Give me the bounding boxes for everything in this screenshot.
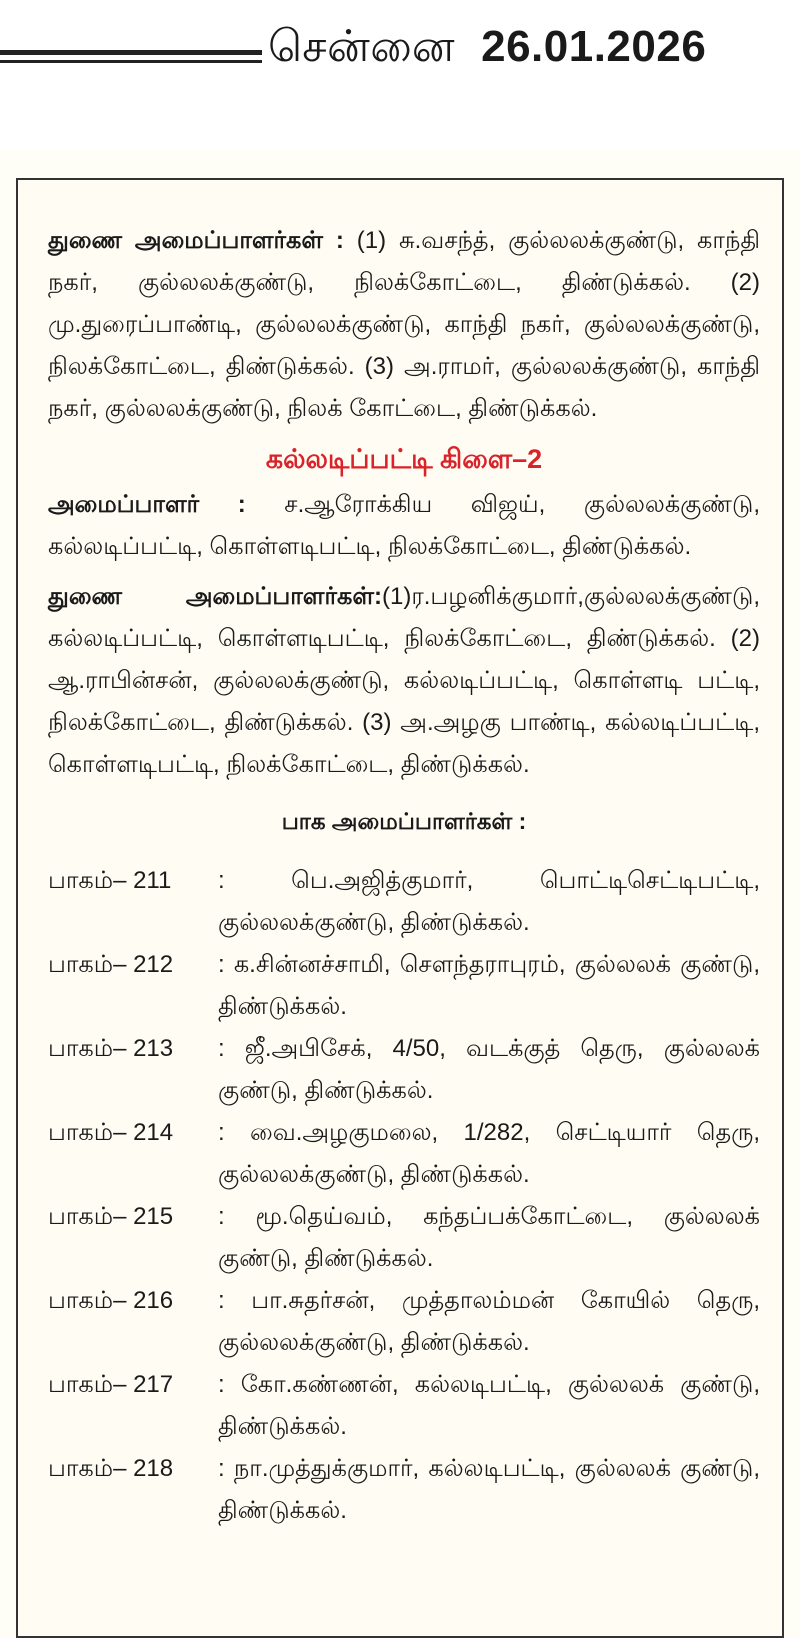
branch-heading: கல்லடிப்பட்டி கிளை–2 [265, 444, 543, 474]
part-number: பாகம்– 214 [48, 1119, 174, 1146]
part-organizer: : வை.அழகுமலை, 1/282, செட்டியார் தெரு, குல்லலக்குண்டு, திண்டுக்கல். [218, 1119, 760, 1188]
list-item [48, 1364, 760, 1448]
masthead-bar [0, 0, 800, 150]
section-heading: பாக அமைப்பாளர்கள் : [281, 808, 527, 834]
part-organizer: : ஜீ.அபிசேக், 4/50, வடக்குத் தெரு, குல்லலக் குண்டு, திண்டுக்கல். [218, 1035, 760, 1104]
part-organizer: : கோ.கண்ணன், கல்லடிபட்டி, குல்லலக் குண்டு, திண்டுக்கல். [218, 1371, 760, 1440]
list-item [48, 944, 760, 1028]
organizer-label: அமைப்பாளர் : [48, 491, 246, 518]
list-item [48, 1028, 760, 1112]
list-item [48, 1112, 760, 1196]
part-number: பாகம்– 211 [48, 867, 172, 894]
part-number: பாகம்– 218 [48, 1455, 174, 1482]
organizer-paragraph [48, 484, 760, 568]
part-number: பாகம்– 216 [48, 1287, 174, 1314]
part-number: பாகம்– 215 [48, 1203, 174, 1230]
intro-paragraph [48, 220, 760, 430]
deputy-paragraph [48, 576, 760, 786]
deputy-label: துணை அமைப்பாளர்கள்: [48, 583, 382, 610]
masthead [268, 22, 706, 78]
intro-label: துணை அமைப்பாளர்கள் : [48, 227, 344, 254]
part-organizer: : பெ.அஜித்குமார், பொட்டிசெட்டிபட்டி, குல்லலக்குண்டு, திண்டுக்கல். [218, 867, 760, 936]
list-item [48, 1448, 760, 1532]
list-item [48, 860, 760, 944]
city-name: சென்னை [268, 22, 456, 71]
list-item [48, 1280, 760, 1364]
deputy-text: (1)ர.பழனிக்குமார்,குல்லலக்குண்டு, கல்லடிப்பட்டி, கொள்ளடிபட்டி, நிலக்கோட்டை, திண்டுக்கல். (2) ஆ.ராபின்சன், குல்லலக்குண்டு, கல்லடிப்பட்டி, கொள்ளடி பட்டி, நிலக்கோட்டை, திண்டுக்கல். (3) அ.அழகு பாண்டி, கல்லடிப்பட்டி, கொள்ளடிபட்டி, நிலக்கோட்டை, திண்டுக்கல். [48, 583, 760, 778]
issue-date: 26.01.2026 [481, 22, 707, 71]
masthead-rule [0, 50, 262, 55]
part-organizer: : மூ.தெய்வம், கந்தப்பக்கோட்டை, குல்லலக் குண்டு, திண்டுக்கல். [218, 1203, 760, 1272]
article-box [16, 178, 784, 1638]
part-number: பாகம்– 217 [48, 1371, 174, 1398]
intro-text: (1) சு.வசந்த், குல்லலக்குண்டு, காந்தி நகர், குல்லலக்குண்டு, நிலக்கோட்டை, திண்டுக்கல். (2) மு.துரைப்பாண்டி, குல்லலக்குண்டு, காந்தி நகர், குல்லலக்குண்டு, நிலக்கோட்டை, திண்டுக்கல். (3) அ.ராமர், குல்லலக்குண்டு, காந்தி நகர், குல்லலக்குண்டு, நிலக் கோட்டை, திண்டுக்கல். [48, 227, 761, 422]
organizer-text: ச.ஆரோக்கிய விஜய், குல்லலக்குண்டு, கல்லடிப்பட்டி, கொள்ளடிபட்டி, நிலக்கோட்டை, திண்டுக்கல். [48, 491, 760, 560]
masthead-rule [0, 60, 262, 63]
part-organizer: : நா.முத்துக்குமார், கல்லடிபட்டி, குல்லலக் குண்டு, திண்டுக்கல். [218, 1455, 760, 1524]
part-number: பாகம்– 213 [48, 1035, 174, 1062]
entry-list [48, 860, 760, 1532]
list-item [48, 1196, 760, 1280]
part-number: பாகம்– 212 [48, 951, 174, 978]
part-organizer: : பா.சுதர்சன், முத்தாலம்மன் கோயில் தெரு, குல்லலக்குண்டு, திண்டுக்கல். [218, 1287, 760, 1356]
part-organizer: : க.சின்னச்சாமி, சௌந்தராபுரம், குல்லலக் குண்டு, திண்டுக்கல். [218, 951, 760, 1020]
article-content [48, 220, 760, 1532]
